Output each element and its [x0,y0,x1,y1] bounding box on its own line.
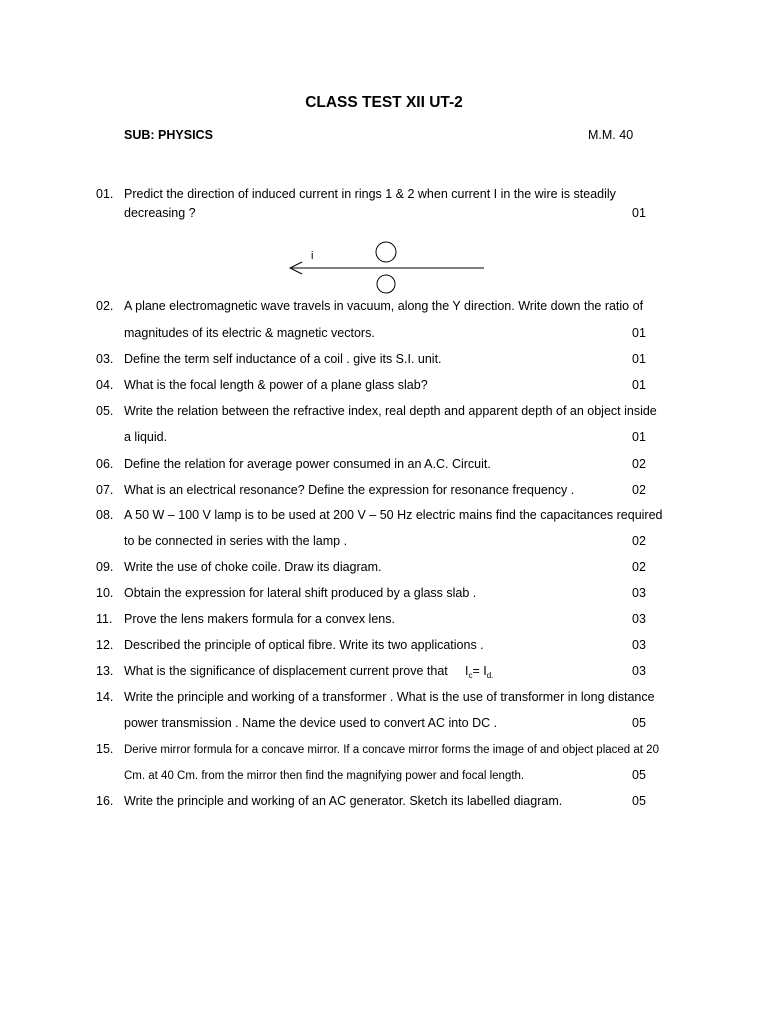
question-marks: 05 [632,716,646,730]
question-text: Define the term self inductance of a coil . give its S.I. unit. [124,352,442,366]
question-marks: 03 [632,638,646,652]
question-number: 13. [96,664,114,678]
question-text: Write the principle and working of a transformer . What is the use of transformer in long distance [124,690,655,704]
current-label: i [311,250,314,262]
question-number: 09. [96,560,114,574]
formula-subscript: d. [486,671,494,680]
question-marks: 01 [632,352,646,366]
question-text: Write the use of choke coile. Draw its diagram. [124,560,382,574]
question-text: decreasing ? [124,206,196,220]
question-marks: 01 [632,206,646,220]
max-marks-label: M.M. 40 [588,128,634,142]
displacement-current-formula [465,663,493,684]
question-text: What is the focal length & power of a plane glass slab? [124,378,428,392]
question-number: 02. [96,299,114,313]
question-text: power transmission . Name the device used to convert AC into DC . [124,716,498,730]
question-number: 04. [96,378,114,392]
question-number: 15. [96,742,114,756]
question-text: What is the significance of displacement current prove that [124,664,448,678]
question-text: magnitudes of its electric & magnetic vectors. [124,326,375,340]
question-text: to be connected in series with the lamp . [124,534,348,548]
question-marks: 02 [632,457,646,471]
question-marks: 03 [632,586,646,600]
question-number: 11. [96,612,113,626]
question-marks: 05 [632,794,646,808]
formula-equals: = I [472,664,487,678]
question-marks: 02 [632,534,646,548]
question-text: Define the relation for average power consumed in an A.C. Circuit. [124,457,491,471]
question-marks: 01 [632,378,646,392]
question-marks: 02 [632,560,646,574]
subject-label: SUB: PHYSICS [124,128,213,142]
question-marks: 03 [632,664,646,678]
wire-rings-diagram [280,238,490,298]
question-text: What is an electrical resonance? Define the expression for resonance frequency . [124,483,575,497]
question-number: 16. [96,794,114,808]
question-text: Derive mirror formula for a concave mirror. If a concave mirror forms the image of and object placed at 20 [124,744,659,756]
question-number: 01. [96,187,114,201]
question-text: Obtain the expression for lateral shift produced by a glass slab . [124,586,477,600]
question-number: 05. [96,404,114,418]
question-marks: 01 [632,430,646,444]
question-number: 12. [96,638,114,652]
question-number: 10. [96,586,114,600]
question-text: Write the relation between the refractive index, real depth and apparent depth of an object inside [124,404,657,418]
question-text: Cm. at 40 Cm. from the mirror then find the magnifying power and focal length. [124,770,525,782]
question-marks: 01 [632,326,646,340]
question-text: Predict the direction of induced current in rings 1 & 2 when current I in the wire is steadily [124,187,616,201]
question-number: 07. [96,483,114,497]
question-marks: 03 [632,612,646,626]
question-marks: 05 [632,768,646,782]
question-text: Write the principle and working of an AC generator. Sketch its labelled diagram. [124,794,563,808]
question-marks: 02 [632,483,646,497]
formula-symbol: I [465,664,469,678]
question-number: 14. [96,690,114,704]
question-number: 03. [96,352,114,366]
question-text: A 50 W – 100 V lamp is to be used at 200 V – 50 Hz electric mains find the capacitances required [124,508,663,522]
question-number: 08. [96,508,114,522]
question-number: 06. [96,457,114,471]
question-text: a liquid. [124,430,168,444]
page-title: CLASS TEST XII UT-2 [305,94,463,111]
ring-1-icon [376,242,396,262]
question-text: Prove the lens makers formula for a convex lens. [124,612,395,626]
formula-subscript: c [468,671,473,680]
ring-2-icon [377,275,395,293]
question-text: A plane electromagnetic wave travels in vacuum, along the Y direction. Write down the ratio of [124,299,644,313]
question-text: Described the principle of optical fibre. Write its two applications . [124,638,484,652]
